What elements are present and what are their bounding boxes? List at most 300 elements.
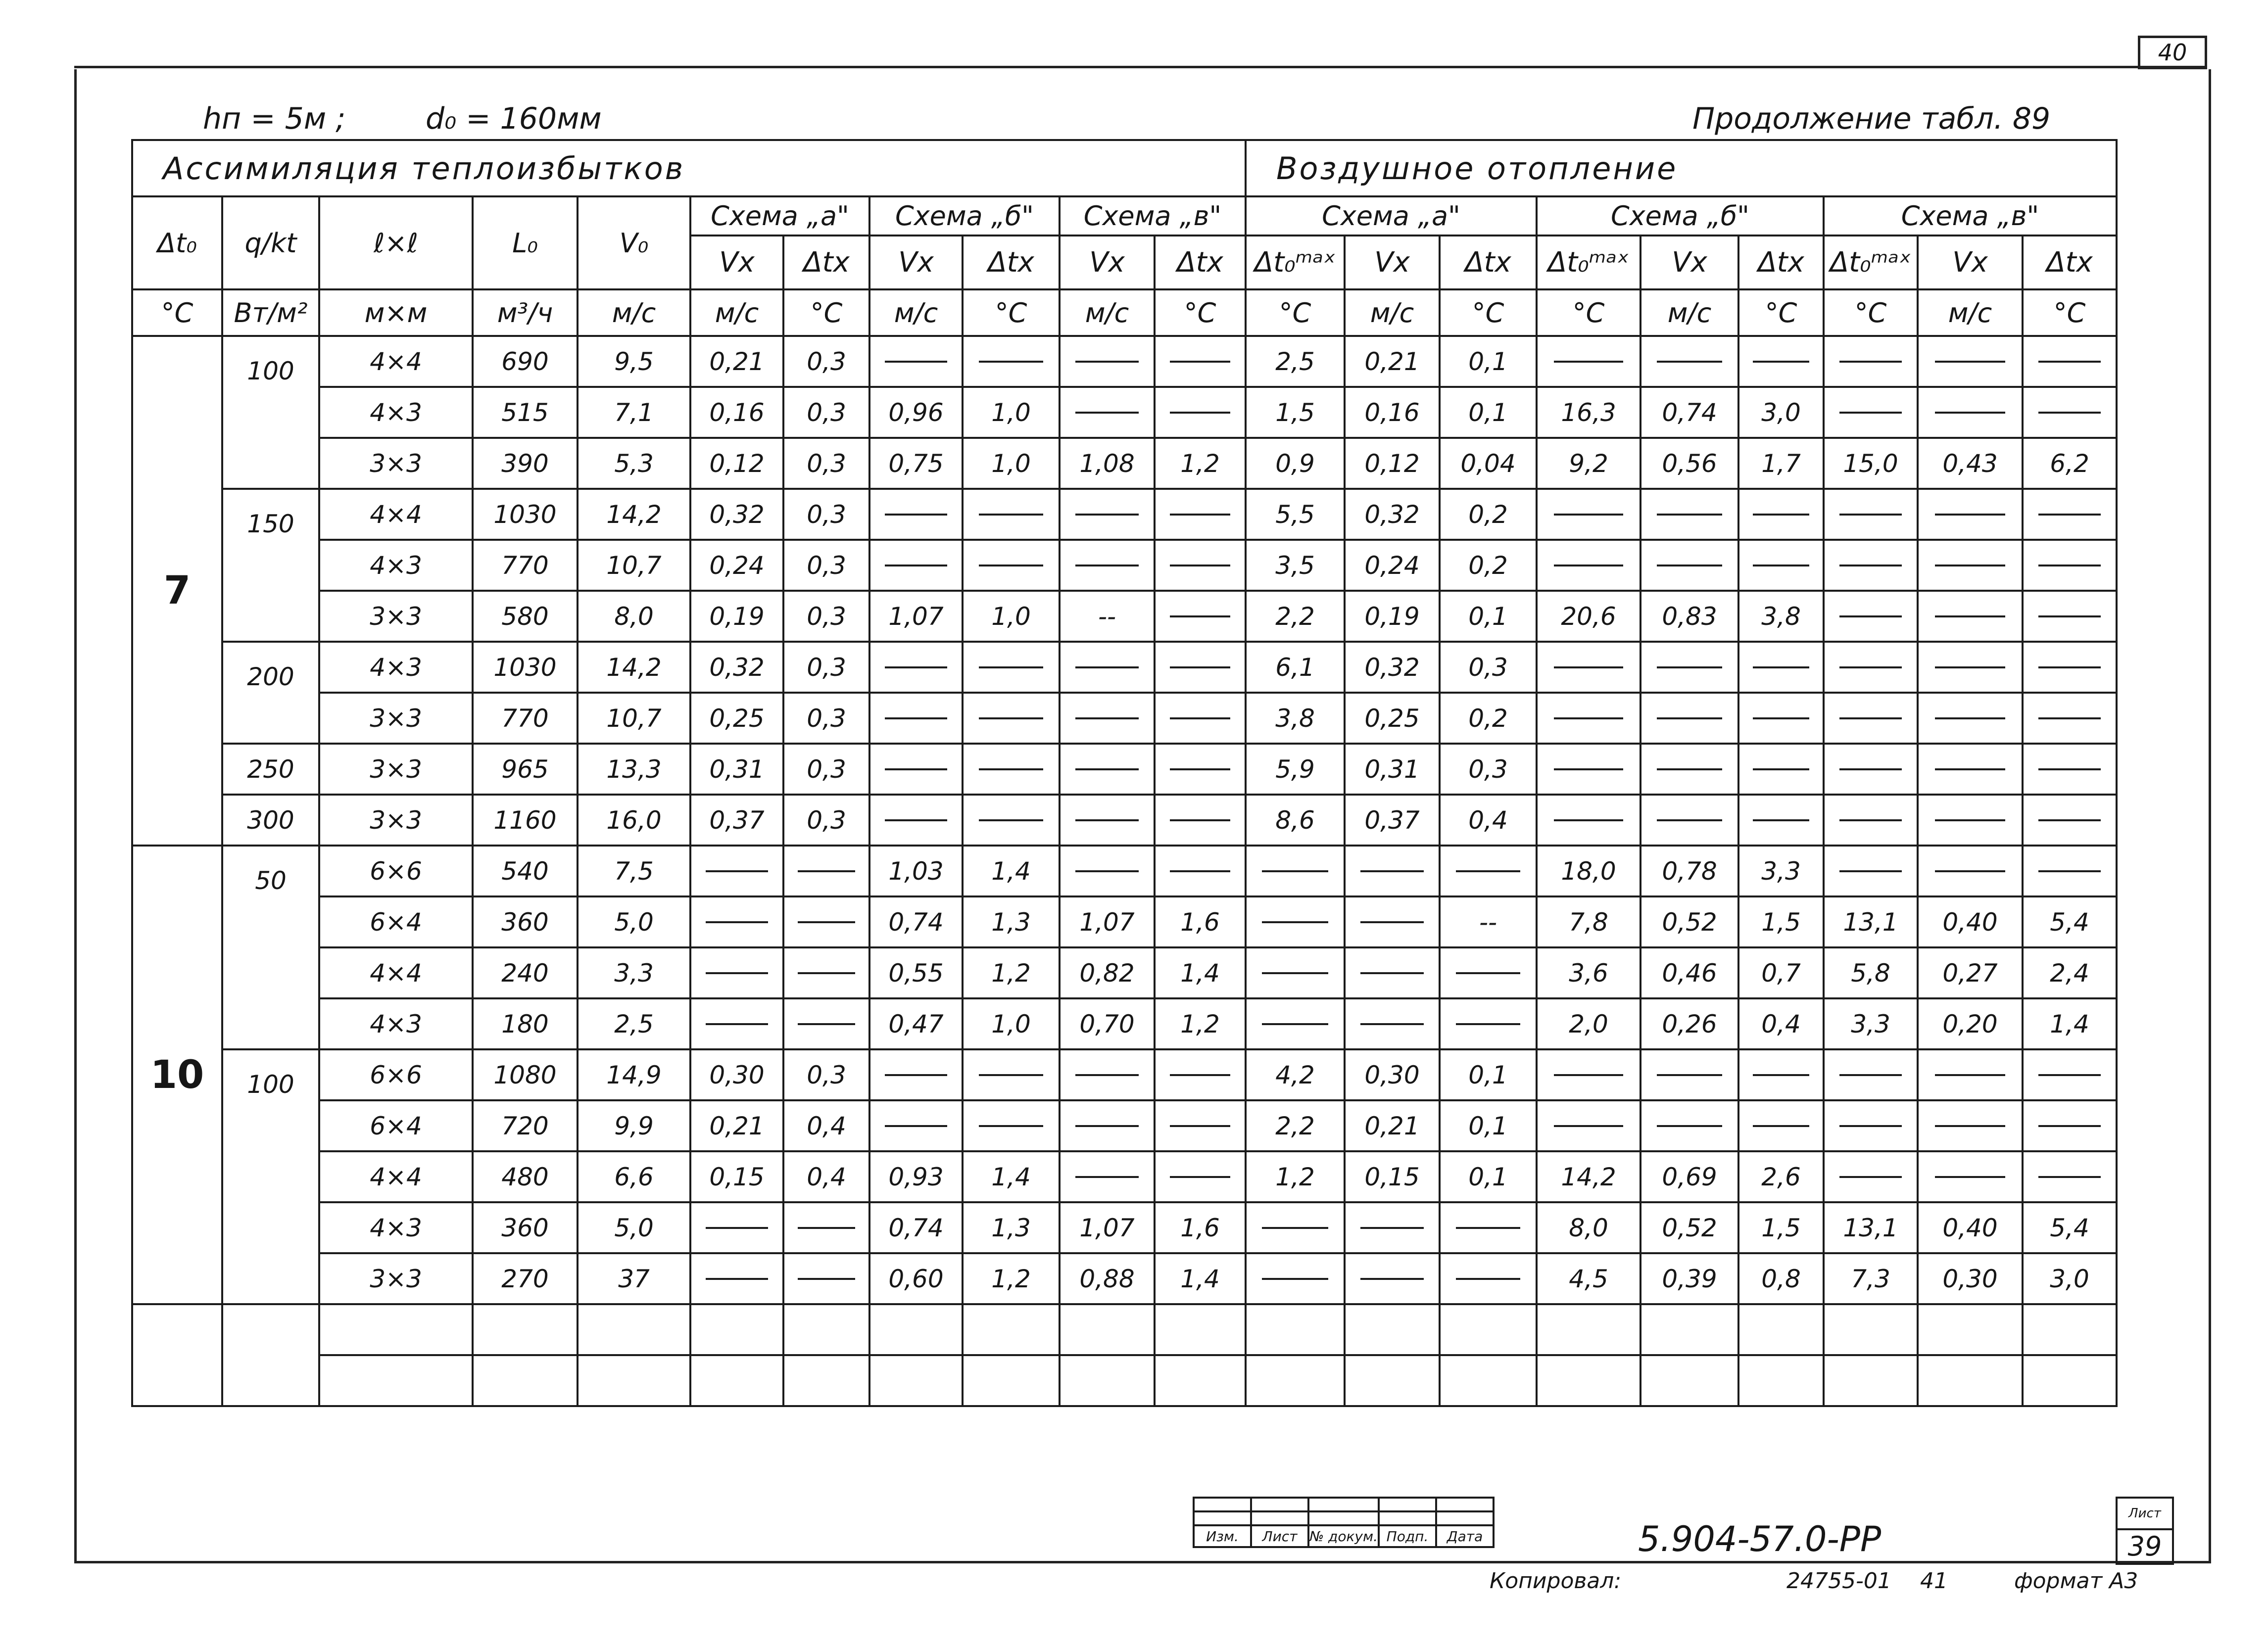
cell-b-dtx: 1,2 — [963, 947, 1060, 998]
empty-cell — [690, 1304, 783, 1355]
cell-hb-dtmax: 20,6 — [1537, 591, 1641, 642]
cell-L0: 580 — [473, 591, 578, 642]
empty-cell — [1440, 1355, 1537, 1406]
cell-ha-dtmax: 0,9 — [1246, 438, 1345, 489]
cell-hb-dtx: 1,5 — [1738, 1202, 1824, 1253]
sheet-number: 39 — [2116, 1528, 2174, 1565]
cell-v-vx — [1060, 540, 1155, 591]
empty-cell — [222, 1304, 319, 1406]
cell-a-dtx — [783, 1202, 869, 1253]
cell-v-vx: 0,88 — [1060, 1253, 1155, 1304]
cell-b-vx — [869, 540, 963, 591]
table-row — [132, 591, 2117, 642]
cell-lxl: 4×4 — [319, 1151, 473, 1202]
cell-a-dtx: 0,3 — [783, 795, 869, 846]
cell-L0: 360 — [473, 1202, 578, 1253]
cell-v-vx: 0,82 — [1060, 947, 1155, 998]
cell-ha-dtmax: 3,5 — [1246, 540, 1345, 591]
cell-ha-dtmax — [1246, 1253, 1345, 1304]
col-v0: V₀ — [578, 196, 690, 289]
table-row — [132, 896, 2117, 947]
empty-cell — [869, 1304, 963, 1355]
unit-c: °C — [963, 289, 1060, 336]
unit-v0: м/с — [578, 289, 690, 336]
cell-ha-vx: 0,25 — [1345, 693, 1440, 744]
cell-ha-dtmax — [1246, 1202, 1345, 1253]
scheme-v-assim: Схема „в" — [1060, 196, 1246, 235]
cell-a-vx: 0,32 — [690, 642, 783, 693]
cell-b-dtx — [963, 795, 1060, 846]
tb-label: № докум. — [1308, 1525, 1379, 1547]
cell-hv-dtx — [2023, 795, 2117, 846]
cell-hb-dtmax — [1537, 642, 1641, 693]
cell-hb-dtmax — [1537, 336, 1641, 387]
cell-ha-vx: 0,16 — [1345, 387, 1440, 438]
section-air-heating: Воздушное отопление — [1246, 140, 2117, 196]
cell-hv-dtx: 1,4 — [2023, 998, 2117, 1049]
cell-hv-vx — [1918, 489, 2023, 540]
cell-ha-vx: 0,32 — [1345, 489, 1440, 540]
cell-v-dtx: 1,2 — [1155, 998, 1246, 1049]
cell-ha-vx: 0,30 — [1345, 1049, 1440, 1100]
cell-hv-vx: 0,20 — [1918, 998, 2023, 1049]
cell-v0: 14,2 — [578, 642, 690, 693]
cell-hv-vx — [1918, 1151, 2023, 1202]
scheme-a-heat: Схема „а" — [1246, 196, 1537, 235]
cell-v-vx — [1060, 1049, 1155, 1100]
sym-vx: Vx — [869, 235, 963, 289]
cell-hb-dtmax: 16,3 — [1537, 387, 1641, 438]
cell-hv-dtmax: 15,0 — [1824, 438, 1918, 489]
unit-dt0: °C — [132, 289, 222, 336]
cell-v-dtx: 1,4 — [1155, 947, 1246, 998]
cell-b-vx — [869, 1049, 963, 1100]
cell-ha-dtmax: 3,8 — [1246, 693, 1345, 744]
cell-v-vx: -- — [1060, 591, 1155, 642]
cell-v-vx — [1060, 489, 1155, 540]
cell-a-dtx: 0,3 — [783, 1049, 869, 1100]
cell-hb-vx: 0,78 — [1641, 846, 1738, 896]
cell-hv-dtx — [2023, 387, 2117, 438]
cell-b-vx: 0,96 — [869, 387, 963, 438]
cell-hv-dtx — [2023, 846, 2117, 896]
empty-cell — [1537, 1355, 1641, 1406]
cell-v-dtx — [1155, 1100, 1246, 1151]
empty-cell — [1345, 1355, 1440, 1406]
cell-q: 50 — [222, 846, 319, 1049]
cell-hv-dtmax — [1824, 795, 1918, 846]
cell-q: 300 — [222, 795, 319, 846]
empty-cell — [473, 1355, 578, 1406]
cell-hv-vx: 0,43 — [1918, 438, 2023, 489]
table-row — [132, 744, 2117, 795]
cell-lxl: 6×4 — [319, 1100, 473, 1151]
sym-dtx: Δtx — [2023, 235, 2117, 289]
cell-hb-dtmax: 2,0 — [1537, 998, 1641, 1049]
cell-b-vx: 1,07 — [869, 591, 963, 642]
cell-L0: 1160 — [473, 795, 578, 846]
cell-a-vx: 0,15 — [690, 1151, 783, 1202]
cell-ha-dtmax: 6,1 — [1246, 642, 1345, 693]
cell-ha-dtx: 0,3 — [1440, 744, 1537, 795]
empty-cell — [473, 1304, 578, 1355]
cell-hb-vx: 0,39 — [1641, 1253, 1738, 1304]
cell-b-dtx: 1,0 — [963, 591, 1060, 642]
scheme-b-heat: Схема „б" — [1537, 196, 1824, 235]
cell-hb-vx — [1641, 795, 1738, 846]
cell-hb-vx — [1641, 489, 1738, 540]
cell-hv-dtmax — [1824, 693, 1918, 744]
empty-cell — [963, 1304, 1060, 1355]
cell-hb-dtx — [1738, 1100, 1824, 1151]
cell-hv-vx — [1918, 591, 2023, 642]
empty-cell — [319, 1355, 473, 1406]
cell-ha-dtx: 0,4 — [1440, 795, 1537, 846]
cell-ha-vx: 0,37 — [1345, 795, 1440, 846]
cell-dt0: 10 — [132, 846, 222, 1304]
cell-lxl: 3×3 — [319, 693, 473, 744]
cell-b-dtx — [963, 336, 1060, 387]
cell-L0: 480 — [473, 1151, 578, 1202]
cell-a-dtx: 0,3 — [783, 744, 869, 795]
cell-hv-dtmax — [1824, 540, 1918, 591]
cell-v-dtx — [1155, 1049, 1246, 1100]
cell-b-dtx — [963, 1100, 1060, 1151]
cell-b-dtx: 1,2 — [963, 1253, 1060, 1304]
cell-ha-dtx — [1440, 846, 1537, 896]
empty-cell — [132, 1304, 222, 1406]
cell-L0: 390 — [473, 438, 578, 489]
cell-hv-vx: 0,30 — [1918, 1253, 2023, 1304]
cell-lxl: 6×4 — [319, 896, 473, 947]
sym-dtx: Δtx — [1738, 235, 1824, 289]
cell-ha-dtx: 0,1 — [1440, 1049, 1537, 1100]
cell-v0: 7,5 — [578, 846, 690, 896]
cell-v0: 9,5 — [578, 336, 690, 387]
cell-dt0: 7 — [132, 336, 222, 846]
unit-c: °C — [2023, 289, 2117, 336]
empty-cell — [1537, 1304, 1641, 1355]
unit-q: Вт/м² — [222, 289, 319, 336]
cell-hv-dtx: 6,2 — [2023, 438, 2117, 489]
cell-hv-dtmax: 7,3 — [1824, 1253, 1918, 1304]
empty-cell — [319, 1304, 473, 1355]
cell-a-dtx — [783, 998, 869, 1049]
sym-vx: Vx — [1060, 235, 1155, 289]
empty-cell — [1155, 1304, 1246, 1355]
cell-L0: 720 — [473, 1100, 578, 1151]
empty-cell — [869, 1355, 963, 1406]
empty-cell — [963, 1355, 1060, 1406]
cell-hv-dtx — [2023, 1100, 2117, 1151]
cell-hv-dtmax — [1824, 744, 1918, 795]
cell-lxl: 4×3 — [319, 642, 473, 693]
cell-b-dtx: 1,0 — [963, 998, 1060, 1049]
empty-cell — [1345, 1304, 1440, 1355]
cell-hv-dtx — [2023, 642, 2117, 693]
cell-hv-vx — [1918, 846, 2023, 896]
cell-a-dtx: 0,3 — [783, 387, 869, 438]
cell-ha-dtx: 0,2 — [1440, 540, 1537, 591]
cell-b-vx — [869, 744, 963, 795]
cell-v-dtx — [1155, 744, 1246, 795]
sheet-top-border — [74, 66, 2206, 68]
cell-q: 250 — [222, 744, 319, 795]
empty-cell — [1641, 1304, 1738, 1355]
sym-vx: Vx — [1641, 235, 1738, 289]
cell-hb-vx — [1641, 1100, 1738, 1151]
cell-v-dtx: 1,2 — [1155, 438, 1246, 489]
cell-hb-dtmax — [1537, 1100, 1641, 1151]
cell-L0: 515 — [473, 387, 578, 438]
cell-hb-vx — [1641, 1049, 1738, 1100]
empty-cell — [1918, 1304, 2023, 1355]
cell-v-vx — [1060, 642, 1155, 693]
header-diameter: d₀ = 160мм — [426, 101, 602, 136]
table-row — [132, 387, 2117, 438]
cell-a-vx — [690, 846, 783, 896]
cell-a-vx: 0,30 — [690, 1049, 783, 1100]
empty-row — [132, 1355, 2117, 1406]
empty-cell — [783, 1355, 869, 1406]
cell-hb-dtx — [1738, 744, 1824, 795]
cell-hb-dtmax — [1537, 1049, 1641, 1100]
cell-ha-dtmax — [1246, 947, 1345, 998]
cell-hv-vx: 0,40 — [1918, 1202, 2023, 1253]
cell-ha-vx: 0,32 — [1345, 642, 1440, 693]
tb-label: Дата — [1436, 1525, 1494, 1547]
cell-ha-dtmax: 5,5 — [1246, 489, 1345, 540]
empty-cell — [1246, 1304, 1345, 1355]
table-row — [132, 642, 2117, 693]
unit-v: м/с — [869, 289, 963, 336]
cell-hb-vx — [1641, 642, 1738, 693]
cell-lxl: 3×3 — [319, 438, 473, 489]
unit-lxl: м×м — [319, 289, 473, 336]
cell-a-vx — [690, 896, 783, 947]
cell-a-vx: 0,31 — [690, 744, 783, 795]
cell-v-dtx — [1155, 693, 1246, 744]
cell-hv-vx — [1918, 1049, 2023, 1100]
table-row — [132, 1100, 2117, 1151]
cell-hv-dtmax — [1824, 336, 1918, 387]
cell-lxl: 4×4 — [319, 489, 473, 540]
cell-ha-vx: 0,21 — [1345, 336, 1440, 387]
cell-lxl: 3×3 — [319, 591, 473, 642]
cell-hv-dtx — [2023, 591, 2117, 642]
cell-v0: 5,0 — [578, 1202, 690, 1253]
cell-ha-dtmax: 1,2 — [1246, 1151, 1345, 1202]
cell-hb-dtmax: 9,2 — [1537, 438, 1641, 489]
cell-lxl: 3×3 — [319, 795, 473, 846]
cell-hv-vx — [1918, 336, 2023, 387]
cell-L0: 540 — [473, 846, 578, 896]
footer-format: формат А3 — [2014, 1568, 2138, 1594]
cell-a-vx: 0,25 — [690, 693, 783, 744]
cell-hb-dtx — [1738, 540, 1824, 591]
unit-v: м/с — [690, 289, 783, 336]
cell-hb-dtmax: 3,6 — [1537, 947, 1641, 998]
cell-v0: 7,1 — [578, 387, 690, 438]
cell-ha-dtmax: 1,5 — [1246, 387, 1345, 438]
cell-a-vx: 0,16 — [690, 387, 783, 438]
cell-a-vx: 0,12 — [690, 438, 783, 489]
col-L0: L₀ — [473, 196, 578, 289]
doc-number: 5.904-57.0-РР — [1638, 1519, 1882, 1559]
cell-a-vx — [690, 1253, 783, 1304]
cell-a-dtx: 0,4 — [783, 1100, 869, 1151]
cell-v-vx: 0,70 — [1060, 998, 1155, 1049]
cell-hv-dtmax — [1824, 387, 1918, 438]
unit-v: м/с — [1918, 289, 2023, 336]
table-row — [132, 1151, 2117, 1202]
cell-L0: 965 — [473, 744, 578, 795]
empty-cell — [783, 1304, 869, 1355]
cell-a-dtx — [783, 947, 869, 998]
cell-hv-dtmax — [1824, 642, 1918, 693]
cell-b-vx — [869, 642, 963, 693]
cell-hv-dtx — [2023, 336, 2117, 387]
cell-hv-vx — [1918, 387, 2023, 438]
cell-ha-vx — [1345, 846, 1440, 896]
empty-cell — [2023, 1304, 2117, 1355]
header-height: hп = 5м ; — [203, 101, 346, 136]
cell-a-vx: 0,24 — [690, 540, 783, 591]
cell-hb-dtmax: 14,2 — [1537, 1151, 1641, 1202]
footer-num: 41 — [1920, 1568, 1948, 1594]
cell-ha-vx: 0,21 — [1345, 1100, 1440, 1151]
cell-ha-vx — [1345, 896, 1440, 947]
cell-ha-dtmax — [1246, 846, 1345, 896]
table-row — [132, 1049, 2117, 1100]
cell-b-dtx — [963, 1049, 1060, 1100]
cell-ha-vx — [1345, 1253, 1440, 1304]
cell-hb-dtx: 1,7 — [1738, 438, 1824, 489]
unit-c: °C — [783, 289, 869, 336]
cell-hv-dtx — [2023, 744, 2117, 795]
cell-ha-dtx: 0,2 — [1440, 489, 1537, 540]
cell-L0: 240 — [473, 947, 578, 998]
cell-ha-dtx: 0,1 — [1440, 387, 1537, 438]
cell-v-dtx — [1155, 540, 1246, 591]
empty-cell — [1060, 1304, 1155, 1355]
cell-lxl: 4×4 — [319, 947, 473, 998]
unit-c: °C — [1537, 289, 1641, 336]
cell-v0: 14,9 — [578, 1049, 690, 1100]
empty-cell — [578, 1304, 690, 1355]
cell-hb-dtmax: 18,0 — [1537, 846, 1641, 896]
cell-ha-dtmax: 2,2 — [1246, 591, 1345, 642]
cell-v0: 3,3 — [578, 947, 690, 998]
cell-b-dtx — [963, 642, 1060, 693]
table-row — [132, 1253, 2117, 1304]
sym-dtx: Δtx — [1155, 235, 1246, 289]
cell-v0: 14,2 — [578, 489, 690, 540]
cell-hv-dtx — [2023, 693, 2117, 744]
cell-a-vx: 0,32 — [690, 489, 783, 540]
cell-L0: 1030 — [473, 489, 578, 540]
unit-v: м/с — [1641, 289, 1738, 336]
title-block — [1193, 1497, 2192, 1563]
section-assimilation: Ассимиляция теплоизбытков — [132, 140, 1246, 196]
cell-hb-dtx: 2,6 — [1738, 1151, 1824, 1202]
cell-ha-dtx — [1440, 998, 1537, 1049]
scheme-b-assim: Схема „б" — [869, 196, 1060, 235]
table-row — [132, 795, 2117, 846]
cell-v0: 37 — [578, 1253, 690, 1304]
cell-v-dtx — [1155, 336, 1246, 387]
cell-hv-dtmax: 13,1 — [1824, 896, 1918, 947]
cell-hv-vx — [1918, 642, 2023, 693]
cell-a-vx — [690, 998, 783, 1049]
cell-L0: 270 — [473, 1253, 578, 1304]
cell-L0: 690 — [473, 336, 578, 387]
cell-ha-dtx: 0,1 — [1440, 336, 1537, 387]
header-continuation: Продолжение табл. 89 — [1692, 101, 2051, 136]
cell-ha-dtmax: 2,2 — [1246, 1100, 1345, 1151]
cell-a-vx: 0,19 — [690, 591, 783, 642]
cell-hb-dtmax — [1537, 540, 1641, 591]
cell-hv-dtmax — [1824, 846, 1918, 896]
cell-hb-dtx: 1,5 — [1738, 896, 1824, 947]
cell-ha-vx — [1345, 998, 1440, 1049]
cell-hv-dtx — [2023, 1151, 2117, 1202]
cell-hb-dtx — [1738, 693, 1824, 744]
cell-a-dtx — [783, 1253, 869, 1304]
tb-label: Лист — [1251, 1525, 1308, 1547]
cell-b-vx: 0,55 — [869, 947, 963, 998]
cell-ha-dtx: 0,1 — [1440, 591, 1537, 642]
cell-v0: 8,0 — [578, 591, 690, 642]
cell-hv-vx: 0,27 — [1918, 947, 2023, 998]
tb-label: Подп. — [1379, 1525, 1436, 1547]
cell-hb-dtmax — [1537, 795, 1641, 846]
cell-hb-dtx — [1738, 795, 1824, 846]
table-row — [132, 336, 2117, 387]
cell-hv-dtmax — [1824, 1100, 1918, 1151]
cell-hb-dtmax — [1537, 744, 1641, 795]
sheet-label: Лист — [2116, 1497, 2174, 1530]
empty-cell — [1824, 1304, 1918, 1355]
table-row — [132, 846, 2117, 896]
cell-hv-dtmax — [1824, 591, 1918, 642]
cell-hb-dtmax: 7,8 — [1537, 896, 1641, 947]
cell-hb-dtx — [1738, 489, 1824, 540]
unit-v: м/с — [1060, 289, 1155, 336]
cell-hv-vx — [1918, 744, 2023, 795]
unit-c: °C — [1246, 289, 1345, 336]
cell-hv-dtx: 2,4 — [2023, 947, 2117, 998]
cell-ha-vx: 0,15 — [1345, 1151, 1440, 1202]
cell-hv-dtmax: 5,8 — [1824, 947, 1918, 998]
cell-hb-vx: 0,52 — [1641, 1202, 1738, 1253]
cell-ha-vx — [1345, 1202, 1440, 1253]
empty-cell — [1918, 1355, 2023, 1406]
scheme-a-assim: Схема „а" — [690, 196, 869, 235]
cell-ha-dtx — [1440, 947, 1537, 998]
cell-hb-dtx: 0,4 — [1738, 998, 1824, 1049]
cell-hv-dtx: 5,4 — [2023, 1202, 2117, 1253]
sym-dtmax: Δt₀ᵐᵃˣ — [1246, 235, 1345, 289]
cell-hb-dtx: 0,7 — [1738, 947, 1824, 998]
cell-lxl: 3×3 — [319, 1253, 473, 1304]
cell-q: 150 — [222, 489, 319, 642]
cell-b-vx — [869, 693, 963, 744]
cell-q: 100 — [222, 1049, 319, 1304]
cell-hv-dtmax — [1824, 1151, 1918, 1202]
cell-b-dtx: 1,0 — [963, 387, 1060, 438]
empty-row — [132, 1304, 2117, 1355]
